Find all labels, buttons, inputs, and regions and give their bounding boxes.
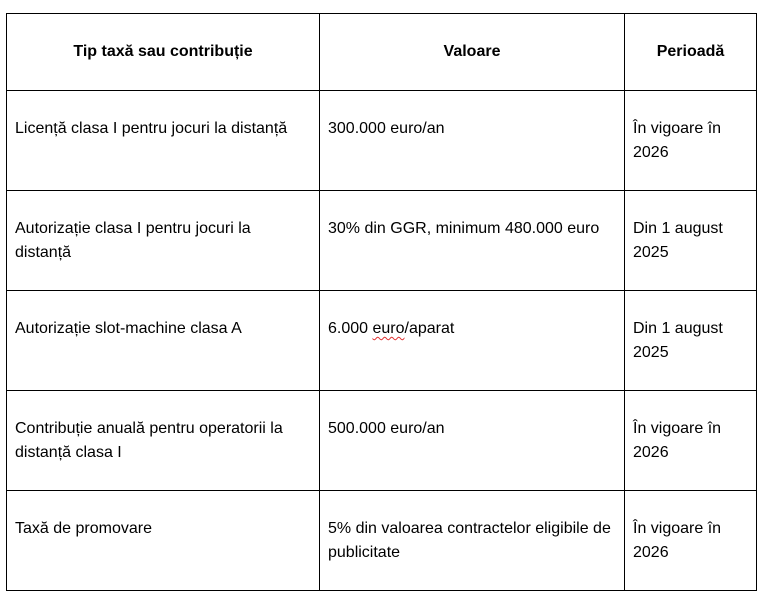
value-suffix: /aparat (404, 320, 455, 337)
cell-period: În vigoare în 2026 (625, 391, 757, 491)
column-header-period: Perioadă (625, 14, 757, 91)
cell-value: 30% din GGR, minimum 480.000 euro (320, 191, 625, 291)
cell-value: 300.000 euro/an (320, 91, 625, 191)
cell-type: Licență clasa I pentru jocuri la distanță (7, 91, 320, 191)
cell-value: 5% din valoarea contractelor eligibile de publicitate (320, 491, 625, 591)
table-header-row (7, 14, 757, 91)
table-row (7, 291, 757, 391)
cell-type: Autorizație slot-machine clasa A (7, 291, 320, 391)
table-row (7, 191, 757, 291)
cell-type: Taxă de promovare (7, 491, 320, 591)
cell-period: Din 1 august 2025 (625, 191, 757, 291)
column-header-value: Valoare (320, 14, 625, 91)
table-row (7, 391, 757, 491)
table-row (7, 91, 757, 191)
cell-type: Autorizație clasa I pentru jocuri la distanță (7, 191, 320, 291)
table-row (7, 491, 757, 591)
cell-period: În vigoare în 2026 (625, 491, 757, 591)
cell-period: În vigoare în 2026 (625, 91, 757, 191)
cell-type: Contribuție anuală pentru operatorii la distanță clasa I (7, 391, 320, 491)
cell-value (320, 291, 625, 391)
tax-table (6, 13, 757, 591)
cell-value: 500.000 euro/an (320, 391, 625, 491)
cell-period: Din 1 august 2025 (625, 291, 757, 391)
spellcheck-flagged-word[interactable]: euro (372, 320, 405, 337)
value-prefix: 6.000 (328, 320, 373, 337)
column-header-type: Tip taxă sau contribuție (7, 14, 320, 91)
